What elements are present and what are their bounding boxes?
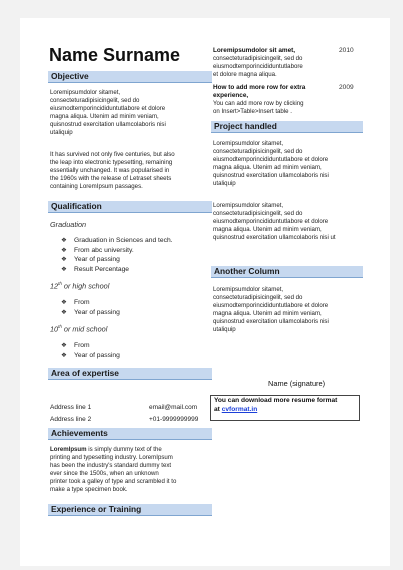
project-line: magna aliqua. Utenim ad minim veniam, — [213, 225, 322, 233]
project-line: eiusmodtemporincididuntutlabore et dolore — [213, 155, 329, 163]
project-line: magna aliqua. Utenim ad minim veniam, — [213, 163, 322, 171]
graduation-label: Graduation — [50, 220, 87, 229]
achievements-line: ever since the 1500s, when an unknown — [50, 469, 159, 477]
achievements-lead: LoremIpsum — [50, 446, 87, 453]
objective-line: Loremipsumdolor sitamet, — [50, 89, 121, 96]
objective-line: containing LoremIpsum passages. — [50, 182, 143, 190]
high-school-sup: th — [58, 281, 62, 286]
another-line: magna aliqua. Utenim ad minim veniam, — [213, 309, 322, 317]
page-title: Name Surname — [49, 45, 181, 65]
download-text: You can download more resume format — [214, 397, 338, 404]
high-school-text: or high school — [61, 281, 110, 291]
diamond-bullet-icon: ❖ — [61, 308, 67, 316]
another-column-heading: Another Column — [211, 266, 363, 278]
cvformat-link[interactable]: cvformat.in — [221, 405, 258, 413]
project-paragraph-1 — [213, 140, 373, 187]
objective-paragraph-1 — [50, 89, 215, 136]
list-item — [61, 308, 211, 318]
objective-line: eiusmodtemporincididuntutlabore et dolore — [50, 104, 166, 112]
entry-year: 2010 — [339, 47, 354, 54]
project-line: quisnostrud exercitation ullamcolaboris nisi — [213, 171, 329, 179]
achievements-line: printer took a galley of type and scrambled it to — [50, 477, 177, 485]
achievements-line: make a type specimen book. — [50, 485, 128, 493]
list-item — [61, 246, 211, 256]
list-item-text: Year of passing — [74, 308, 120, 316]
another-line: eiusmodtemporincididuntutlabore et dolore — [213, 301, 329, 309]
phone-text: +01-9999999999 — [149, 416, 199, 423]
list-item-text: Result Percentage — [74, 265, 130, 273]
list-item — [61, 341, 211, 351]
list-item — [61, 351, 211, 361]
entry-line: eiusmodtemporincididuntutlabore — [213, 62, 303, 70]
project-heading: Project handled — [211, 121, 363, 133]
achievements-line: has been the industry's standard dummy text — [50, 461, 172, 469]
objective-paragraph-2 — [50, 151, 220, 191]
achievements-line — [50, 446, 220, 454]
email-text: email@mail.com — [149, 404, 198, 411]
objective-line: the 1960s with the release of Letraset sheets — [50, 174, 172, 182]
mid-school-grade: 10 — [50, 324, 59, 334]
mid-school-label — [50, 324, 107, 333]
project-line: consecteturadipisicingelit, sed do — [213, 147, 303, 155]
list-item-text: From abc university. — [74, 246, 134, 254]
diamond-bullet-icon: ❖ — [61, 351, 67, 359]
list-item-text: From — [74, 299, 90, 306]
graduation-list — [61, 236, 211, 274]
diamond-bullet-icon: ❖ — [61, 256, 67, 264]
list-item-text: Year of passing — [74, 351, 120, 359]
achievements-paragraph — [50, 446, 220, 493]
entry-title-line: How to add more row for extra — [213, 84, 306, 91]
objective-line: the leap into electronic typesetting, remaining — [50, 158, 173, 166]
project-line: utaliquip — [213, 179, 236, 187]
diamond-bullet-icon: ❖ — [61, 265, 67, 273]
another-line: Loremipsumdolor sitamet, — [213, 286, 284, 293]
objective-heading: Objective — [48, 71, 212, 83]
list-item-text: Year of passing — [74, 256, 120, 264]
list-item — [61, 265, 211, 275]
objective-line: consecteturadipisicingelit, sed do — [50, 96, 140, 104]
resume-page — [20, 18, 390, 566]
project-paragraph-2 — [213, 202, 383, 242]
expertise-heading: Area of expertise — [48, 368, 212, 380]
list-item-text: Graduation in Sciences and tech. — [74, 237, 173, 244]
entry-line: et dolore magna aliqua. — [213, 70, 277, 78]
entry-year: 2009 — [339, 84, 354, 91]
another-line: consecteturadipisicingelit, sed do — [213, 293, 303, 301]
address-line-1: Address line 1 — [50, 404, 92, 411]
diamond-bullet-icon: ❖ — [61, 237, 67, 244]
another-column-paragraph — [213, 286, 373, 333]
mid-school-list — [61, 341, 211, 360]
entry-title-line: experience, — [213, 91, 249, 99]
objective-line: utaliquip — [50, 128, 73, 136]
project-line: quisnostrud exercitation ullamcolaboris nisi ut — [213, 233, 336, 241]
diamond-bullet-icon: ❖ — [61, 246, 67, 254]
download-at: at — [214, 405, 222, 413]
objective-line: quisnostrud exercitation ullamcolaboris nisi — [50, 120, 166, 128]
list-item-text: From — [74, 342, 90, 349]
high-school-label — [50, 281, 109, 290]
objective-line: It has survived not only five centuries, but also — [50, 151, 175, 158]
diamond-bullet-icon: ❖ — [61, 299, 67, 306]
project-line: consecteturadipisicingelit, sed do — [213, 209, 303, 217]
project-line: eiusmodtemporincididuntutlabore et dolore — [213, 217, 329, 225]
entry-line: You can add more row by clicking — [213, 100, 304, 107]
high-school-list — [61, 298, 211, 317]
list-item — [61, 255, 211, 265]
another-line: utaliquip — [213, 325, 236, 333]
qualification-heading: Qualification — [48, 201, 212, 213]
diamond-bullet-icon: ❖ — [61, 342, 67, 349]
address-line-2: Address line 2 — [50, 416, 92, 423]
experience-heading: Experience or Training — [48, 504, 212, 516]
high-school-grade: 12 — [50, 281, 59, 291]
entry-line: on Insert>Table>Insert table . — [213, 107, 292, 115]
entry-title: Loremipsumdolor sit amet, — [213, 47, 296, 54]
objective-line: essentially unchanged. It was popularised in — [50, 166, 170, 174]
download-box — [210, 395, 360, 421]
achievements-line: printing and typesetting industry. LoremIpsum — [50, 453, 173, 461]
another-line: quisnostrud exercitation ullamcolaboris nisi — [213, 317, 329, 325]
objective-line: magna aliqua. Utenim ad minim veniam, — [50, 112, 159, 120]
entry-body — [213, 100, 343, 116]
signature-text: Name (signature) — [268, 379, 326, 388]
entry-line: consecteturadipisicingelit, sed do — [213, 55, 303, 62]
achievements-heading: Achievements — [48, 428, 212, 440]
achievements-line-text: is simply dummy text of the — [86, 446, 162, 453]
list-item — [61, 236, 211, 246]
mid-school-text: or mid school — [61, 324, 108, 334]
download-line-2 — [214, 406, 356, 415]
list-item — [61, 298, 211, 308]
entry-body — [213, 55, 343, 79]
project-line: Loremipsumdolor sitamet, — [213, 140, 284, 147]
mid-school-sup: th — [58, 324, 62, 329]
project-line: Loremipsumdolor sitamet, — [213, 202, 284, 209]
entry-title — [213, 84, 305, 100]
